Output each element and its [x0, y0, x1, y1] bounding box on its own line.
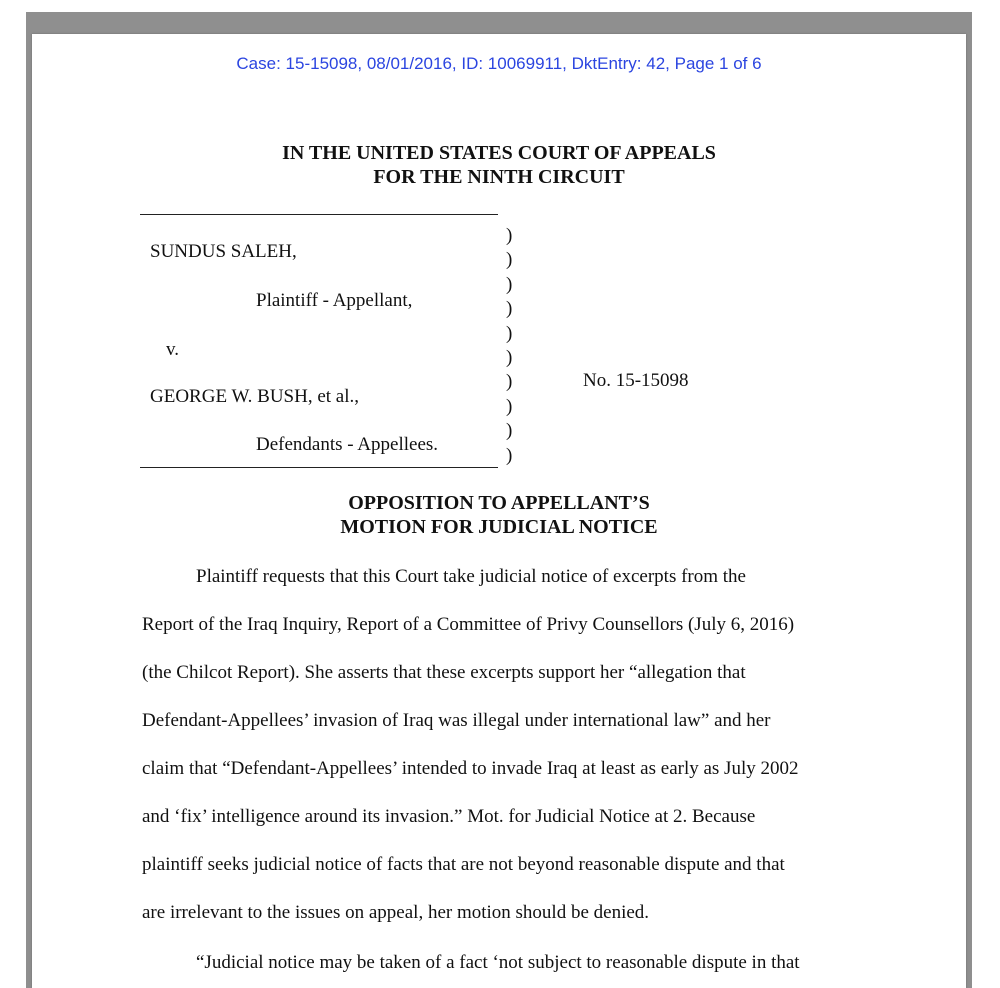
paren: ): [506, 225, 513, 246]
caption-top-rule: [140, 214, 498, 215]
paren: ): [506, 444, 513, 466]
paren: ): [506, 273, 513, 295]
paren: ): [506, 371, 513, 393]
body-line: Report of the Iraq Inquiry, Report of a Committee of Privy Counsellors (July 6, 2016): [142, 614, 795, 635]
body-line: plaintiff seeks judicial notice of facts that are not beyond reasonable dispute and that: [142, 854, 785, 875]
body-line: (the Chilcot Report). She asserts that these excerpts support her “allegation that: [142, 662, 746, 683]
body-line: claim that “Defendant-Appellees’ intended to invade Iraq at least as early as July 2002: [142, 758, 799, 779]
case-number: No. 15-15098: [583, 370, 689, 391]
court-name-line-2: FOR THE NINTH CIRCUIT: [373, 166, 625, 188]
caption-parentheses: [506, 224, 512, 468]
docket-header-stamp: Case: 15-15098, 08/01/2016, ID: 10069911, DktEntry: 42, Page 1 of 6: [236, 54, 762, 73]
paren: ): [506, 322, 513, 344]
caption-defendant: GEORGE W. BUSH, et al.,: [150, 386, 359, 407]
document-page[interactable]: [32, 34, 966, 988]
body-line: Plaintiff requests that this Court take judicial notice of excerpts from the: [196, 566, 746, 587]
caption-plaintiff-role: Plaintiff - Appellant,: [256, 290, 413, 311]
caption-versus: v.: [166, 339, 180, 360]
document-title-line-2: MOTION FOR JUDICIAL NOTICE: [340, 516, 658, 538]
caption-plaintiff: SUNDUS SALEH,: [150, 241, 297, 262]
caption-bottom-rule: [140, 467, 498, 468]
paren: ): [506, 395, 513, 417]
paren: ): [506, 420, 513, 442]
paren: ): [506, 298, 513, 320]
body-line: Defendant-Appellees’ invasion of Iraq was illegal under international law” and her: [142, 710, 771, 731]
body-line: are irrelevant to the issues on appeal, her motion should be denied.: [142, 902, 650, 923]
body-line: and ‘fix’ intelligence around its invasion.” Mot. for Judicial Notice at 2. Because: [142, 806, 756, 827]
paren: ): [506, 249, 513, 271]
court-name-line-1: IN THE UNITED STATES COURT OF APPEALS: [282, 142, 716, 164]
body-line: “Judicial notice may be taken of a fact ‘not subject to reasonable dispute in that: [196, 952, 800, 973]
paren: ): [506, 347, 513, 369]
caption-defendant-role: Defendants - Appellees.: [256, 434, 439, 455]
document-title-line-1: OPPOSITION TO APPELLANT’S: [348, 492, 650, 514]
